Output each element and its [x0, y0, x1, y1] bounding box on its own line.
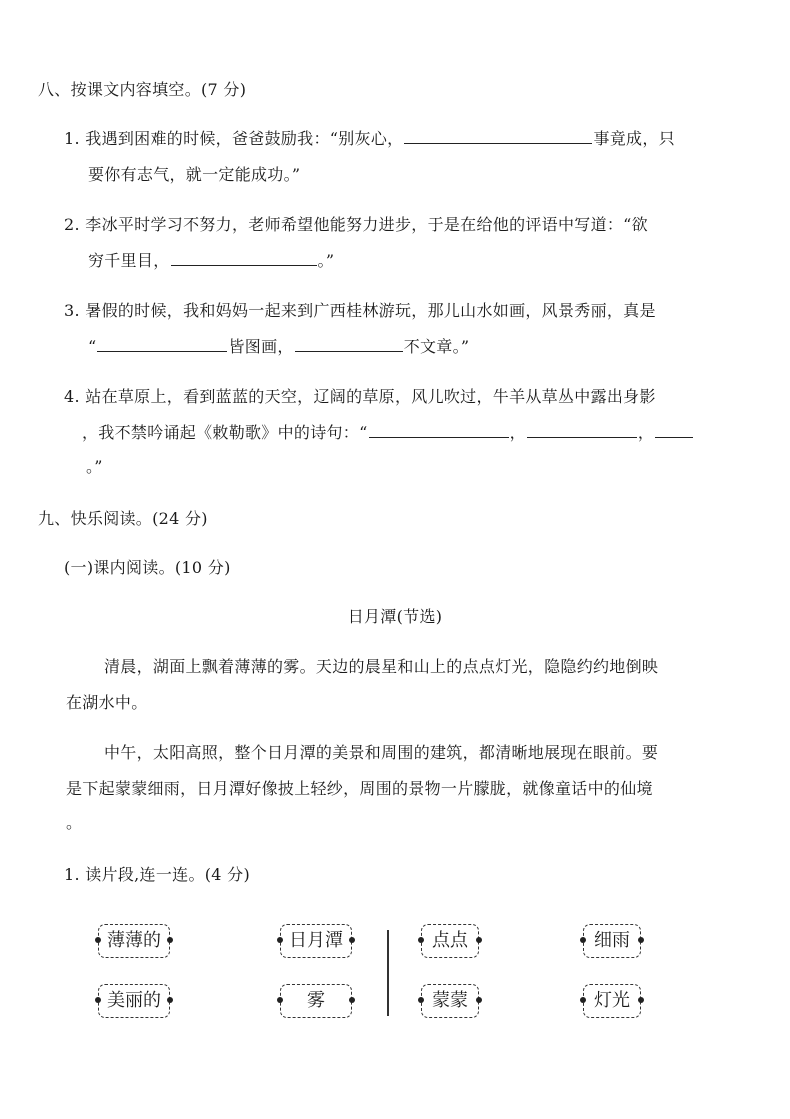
match-word-box[interactable]: 细雨: [583, 924, 641, 958]
question-3-text-b: 皆图画，: [228, 337, 294, 356]
question-4-blank-1[interactable]: [369, 421, 509, 438]
match-word-box[interactable]: 灯光: [583, 984, 641, 1018]
passage-title: 日月潭(节选): [347, 607, 443, 626]
match-word-box[interactable]: 美丽的: [98, 984, 170, 1018]
section-9-heading: 九、快乐阅读。(24 分): [38, 509, 208, 528]
question-1-text-b: 事竟成，只: [593, 129, 675, 148]
paragraph-2-line-3: 。: [66, 813, 83, 832]
task-1-heading: 1. 读片段,连一连。(4 分): [64, 865, 250, 884]
question-2-blank[interactable]: [171, 249, 317, 266]
question-2-number: 2.: [64, 215, 80, 234]
question-3-blank-2[interactable]: [295, 335, 403, 352]
question-1-text-a: 我遇到困难的时候，爸爸鼓励我：“别灰心，: [85, 129, 404, 148]
paragraph-2-line-2: 是下起蒙蒙细雨，日月潭好像披上轻纱，周围的景物一片朦胧，就像童话中的仙境: [66, 779, 653, 798]
question-3-blank-1[interactable]: [97, 335, 227, 352]
match-word-box[interactable]: 蒙蒙: [421, 984, 479, 1018]
question-4-text: 站在草原上，看到蓝蓝的天空，辽阔的草原，风儿吹过，牛羊从草丛中露出身影: [85, 387, 656, 406]
question-4-number: 4.: [64, 387, 80, 406]
question-4-text-a: ，我不禁吟诵起《敕勒歌》中的诗句：“: [82, 423, 368, 442]
question-4-text-c: ，: [637, 423, 655, 442]
paragraph-2-line-1: 中午，太阳高照，整个日月潭的美景和周围的建筑，都清晰地展现在眼前。要: [104, 743, 659, 762]
match-word-box[interactable]: 雾: [280, 984, 352, 1018]
question-3-text-c: 不文章。”: [403, 337, 470, 356]
question-4-blank-2[interactable]: [527, 421, 637, 438]
question-2-line-2: [88, 249, 334, 273]
section-8-heading: 八、按课文内容填空。(7 分): [38, 80, 247, 99]
question-1-blank[interactable]: [404, 127, 592, 144]
question-3-line-1: [64, 299, 656, 323]
question-2-text: 李冰平时学习不努力，老师希望他能努力进步，于是在给他的评语中写道：“欲: [85, 215, 648, 234]
question-2-text-b: 。”: [317, 251, 335, 270]
match-word-box[interactable]: 日月潭: [280, 924, 352, 958]
paragraph-1-line-1: 清晨，湖面上飘着薄薄的雾。天边的晨星和山上的点点灯光，隐隐约约地倒映: [104, 657, 659, 676]
match-word-box[interactable]: 薄薄的: [98, 924, 170, 958]
question-3-line-2: [88, 335, 469, 359]
question-3-number: 3.: [64, 301, 80, 320]
question-2-line-1: [64, 213, 648, 237]
question-3-text: 暑假的时候，我和妈妈一起来到广西桂林游玩，那儿山水如画，风景秀丽，真是: [85, 301, 656, 320]
divider-line: [387, 930, 389, 1016]
subsection-1-heading: (一)课内阅读。(10 分): [64, 558, 231, 577]
match-word-box[interactable]: 点点: [421, 924, 479, 958]
question-3-text-a: “: [88, 337, 97, 356]
question-1-number: 1.: [64, 129, 80, 148]
question-2-text-a: 穷千里目，: [88, 251, 170, 270]
question-4-line-3: 。”: [86, 457, 103, 476]
question-4-text-b: ，: [509, 423, 526, 442]
paragraph-1-line-2: 在湖水中。: [66, 693, 148, 712]
question-1-line-2: 要你有志气，就一定能成功。”: [88, 165, 301, 184]
question-4-line-1: [64, 385, 656, 409]
question-1-line-1: [64, 127, 675, 151]
question-4-line-2: [82, 421, 694, 445]
question-4-blank-3[interactable]: [655, 421, 693, 438]
